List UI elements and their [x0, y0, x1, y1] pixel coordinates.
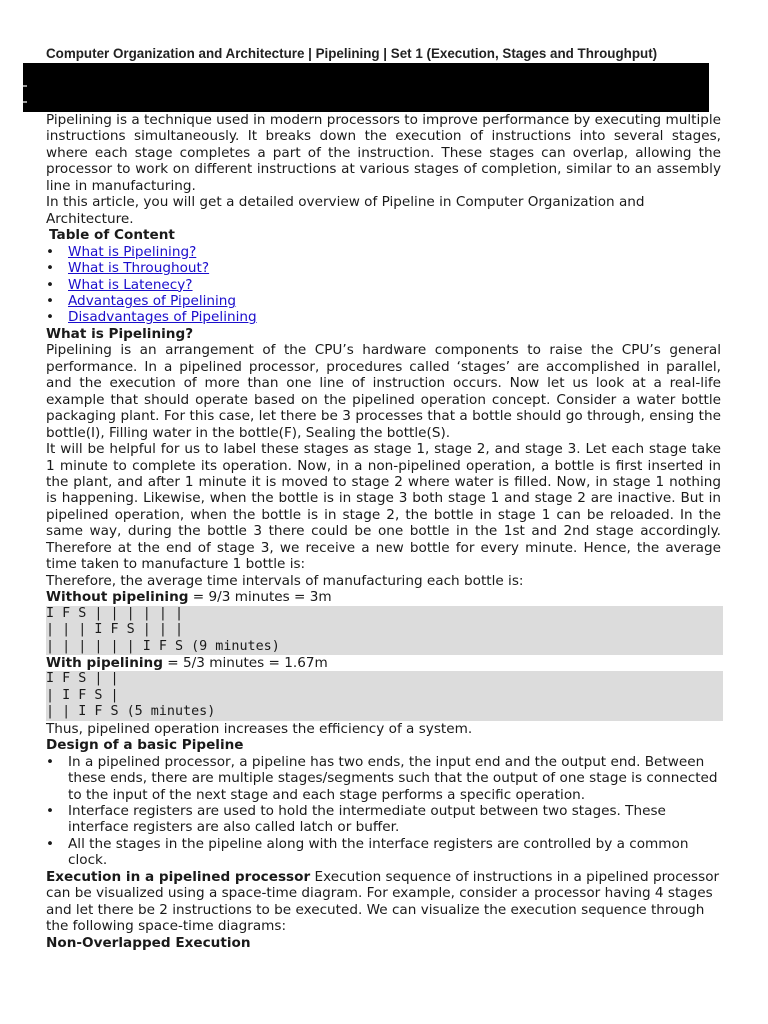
banner-mark	[23, 85, 27, 87]
toc-link-advantages[interactable]: Advantages of Pipelining	[68, 292, 237, 309]
page-title: Computer Organization and Architecture | Pipelining | Set 1 (Execution, Stages and Throughput)	[46, 46, 658, 61]
toc-item	[46, 260, 721, 276]
bullet-item: • In a pipelined processor, a pipeline has two ends, the input end and the output end. Between these ends, there are multiple stages/segments such that the output of one stage is connected to the input of the next stage and each stage performs a specific operation.	[46, 754, 721, 803]
paragraph: Therefore, the average time intervals of manufacturing each bottle is:	[46, 572, 524, 589]
code-line: | | | I F S | | |	[46, 622, 184, 638]
redacted-banner	[23, 63, 709, 112]
execution-text: Execution sequence of instructions in a pipelined processor can be visualized using a space-time diagram. For example, consider a processor having 4 stages and let there be 2 instructions to be executed. We can visualize the execution sequence through the following space-time diagrams:	[46, 868, 720, 935]
paragraph: Pipelining is an arrangement of the CPU’s hardware components to raise the CPU’s general performance. In a pipelined processor, procedures called ‘stages’ are accomplished in parallel, and the execution of more than one line of instruction occurs. Now let us look at a real-life example that should operate based on the pipelined operation concept. Consider a water bottle packaging plant. For this case, let there be 3 processes that a bottle should go through, ensing the bottle(I), Filling water in the bottle(F), Sealing the bottle(S).	[46, 342, 721, 441]
code-line: | | | | | | I F S (9 minutes)	[46, 638, 280, 654]
section-heading: Design of a basic Pipeline	[46, 737, 244, 754]
toc-item	[46, 293, 721, 309]
without-pipelining-label: Without pipelining	[46, 589, 189, 606]
toc-link-latency[interactable]: What is Latenecy?	[68, 276, 193, 293]
section-heading: What is Pipelining?	[46, 325, 194, 342]
with-pipelining-label: With pipelining	[46, 654, 163, 671]
paragraph: It will be helpful for us to label these stages as stage 1, stage 2, and stage 3. Let each stage take 1 minute to complete its operation. Now, in a non-pipelined operation, a bottle is first inserted in the plant, and after 1 minute it is moved to stage 2 where water is filled. Now, in stage 1 nothing is happening. Likewise, when the bottle is in stage 3 both stage 1 and stage 2 are inactive. But in pipelined operation, when the bottle is in stage 2, the bottle in stage 1 can be reloaded. In the same way, during the bottle 3 there could be one bottle in the 1st and 2nd stage accordingly. Therefore at the end of stage 3, we receive a new bottle for every minute. Hence, the average time taken to manufacture 1 bottle is:	[46, 441, 721, 573]
with-pipelining-line	[46, 655, 721, 671]
banner-mark	[23, 101, 27, 103]
without-pipelining-value: = 9/3 minutes = 3m	[188, 589, 332, 606]
toc-heading: Table of Content	[49, 227, 175, 244]
bullet-item: • Interface registers are used to hold the intermediate output between two stages. These interface registers are also called latch or buffer.	[46, 803, 721, 836]
code-line: | | I F S (5 minutes)	[46, 704, 216, 720]
with-pipelining-value: = 5/3 minutes = 1.67m	[162, 654, 328, 671]
code-line: I F S | | | | | |	[46, 605, 184, 621]
code-line: | I F S |	[46, 687, 119, 703]
table-of-contents	[46, 244, 721, 326]
execution-lead: Execution in a pipelined processor	[46, 868, 311, 885]
code-line: I F S | |	[46, 671, 119, 687]
toc-link-throughput[interactable]: What is Throughout?	[68, 260, 210, 277]
toc-link-disadvantages[interactable]: Disadvantages of Pipelining	[68, 309, 257, 326]
article-body	[46, 112, 721, 951]
design-bullets	[46, 754, 721, 869]
conclusion-paragraph: Thus, pipelined operation increases the efficiency of a system.	[46, 720, 473, 737]
code-block-with	[46, 671, 723, 720]
toc-link-pipelining[interactable]: What is Pipelining?	[68, 243, 197, 260]
toc-item	[46, 277, 721, 293]
toc-item	[46, 244, 721, 260]
code-block-without	[46, 606, 723, 655]
execution-paragraph	[46, 869, 721, 935]
bullet-item: • All the stages in the pipeline along with the interface registers are controlled by a common clock.	[46, 836, 721, 869]
toc-item	[46, 309, 721, 325]
subsection-heading: Non-Overlapped Execution	[46, 934, 251, 951]
intro-paragraph: Pipelining is a technique used in modern processors to improve performance by executing multiple instructions simultaneously. It breaks down the execution of instructions into several stages, where each stage completes a part of the instruction. These stages can overlap, allowing the processor to work on different instructions at various stages of completion, similar to an assembly line in manufacturing.	[46, 112, 721, 194]
intro-paragraph: In this article, you will get a detailed overview of Pipeline in Computer Organization and Architecture.	[46, 194, 645, 227]
without-pipelining-line	[46, 589, 721, 605]
